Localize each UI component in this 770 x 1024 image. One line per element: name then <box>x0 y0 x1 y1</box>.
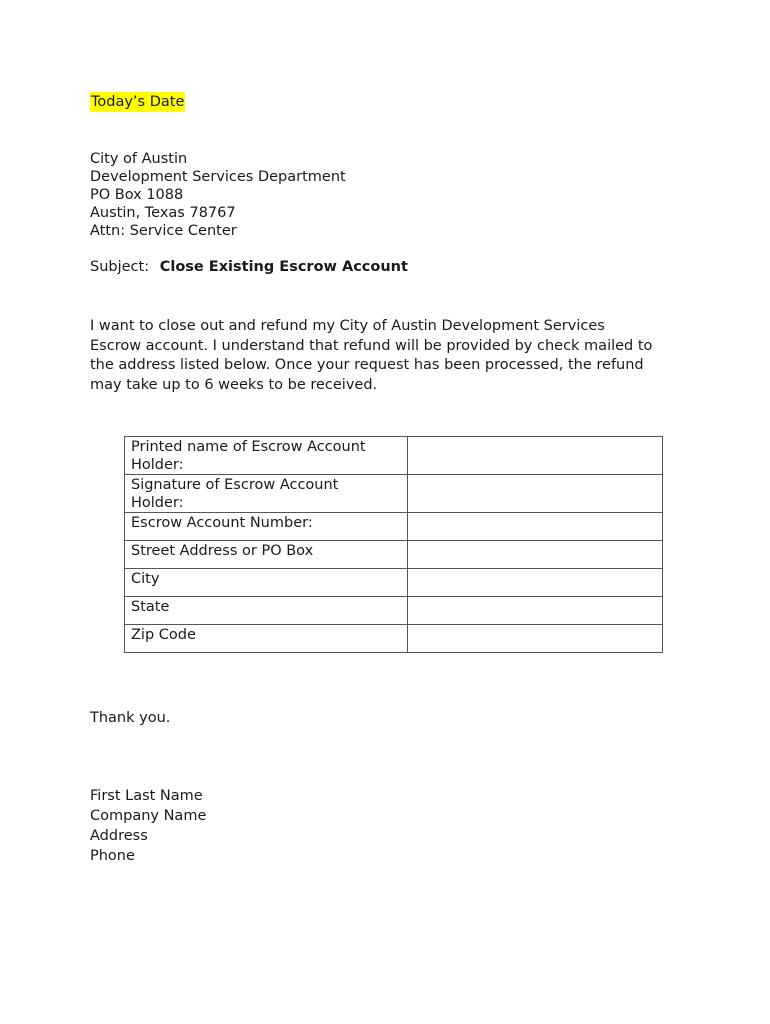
form-label: State <box>131 599 170 615</box>
form-label-cell <box>125 597 408 625</box>
recipient-line: Development Services Department <box>90 169 346 185</box>
subject-label: Subject: <box>90 259 150 275</box>
form-label: Escrow Account Number: <box>131 515 313 531</box>
signature-block <box>90 786 206 866</box>
street-address-field[interactable] <box>408 541 663 569</box>
account-number-field[interactable] <box>408 513 663 541</box>
recipient-line: City of Austin <box>90 151 188 167</box>
printed-name-field[interactable] <box>408 437 663 475</box>
body-paragraph <box>90 317 690 395</box>
body-line: Escrow account. I understand that refund will be provided by check mailed to <box>90 337 653 354</box>
form-label-cell <box>125 437 408 475</box>
body-line: I want to close out and refund my City of Austin Development Services <box>90 318 605 334</box>
form-label-cell <box>125 569 408 597</box>
form-label: Signature of Escrow Account <box>131 477 339 493</box>
recipient-line: Attn: Service Center <box>90 223 237 239</box>
body-line: may take up to 6 weeks to be received. <box>90 376 378 393</box>
table-row <box>125 569 663 597</box>
signature-name: First Last Name <box>90 788 203 804</box>
form-label-cell <box>125 513 408 541</box>
state-field[interactable] <box>408 597 663 625</box>
form-label-cell <box>125 625 408 653</box>
form-label: Street Address or PO Box <box>131 543 314 559</box>
recipient-line: Austin, Texas 78767 <box>90 205 236 221</box>
body-line: the address listed below. Once your request has been processed, the refund <box>90 357 644 373</box>
recipient-line: PO Box 1088 <box>90 187 184 203</box>
form-label-cell <box>125 541 408 569</box>
date-placeholder: Today’s Date <box>91 94 185 110</box>
subject-line <box>90 258 408 276</box>
form-label: City <box>131 571 160 587</box>
table-row <box>125 541 663 569</box>
signature-address: Address <box>90 828 148 844</box>
recipient-address <box>90 150 346 240</box>
form-label: Printed name of Escrow Account <box>131 439 366 455</box>
form-label: Zip Code <box>131 627 196 643</box>
form-label: Holder: <box>131 457 184 473</box>
account-info-table <box>124 436 663 653</box>
table-row <box>125 437 663 475</box>
table-row <box>125 597 663 625</box>
table-row <box>125 513 663 541</box>
form-label-cell <box>125 475 408 513</box>
form-label: Holder: <box>131 495 184 511</box>
zip-code-field[interactable] <box>408 625 663 653</box>
closing-text: Thank you. <box>90 710 171 726</box>
signature-field[interactable] <box>408 475 663 513</box>
signature-phone: Phone <box>90 848 135 864</box>
subject-title: Close Existing Escrow Account <box>159 259 408 275</box>
table-row <box>125 625 663 653</box>
signature-company: Company Name <box>90 808 207 824</box>
table-row <box>125 475 663 513</box>
city-field[interactable] <box>408 569 663 597</box>
